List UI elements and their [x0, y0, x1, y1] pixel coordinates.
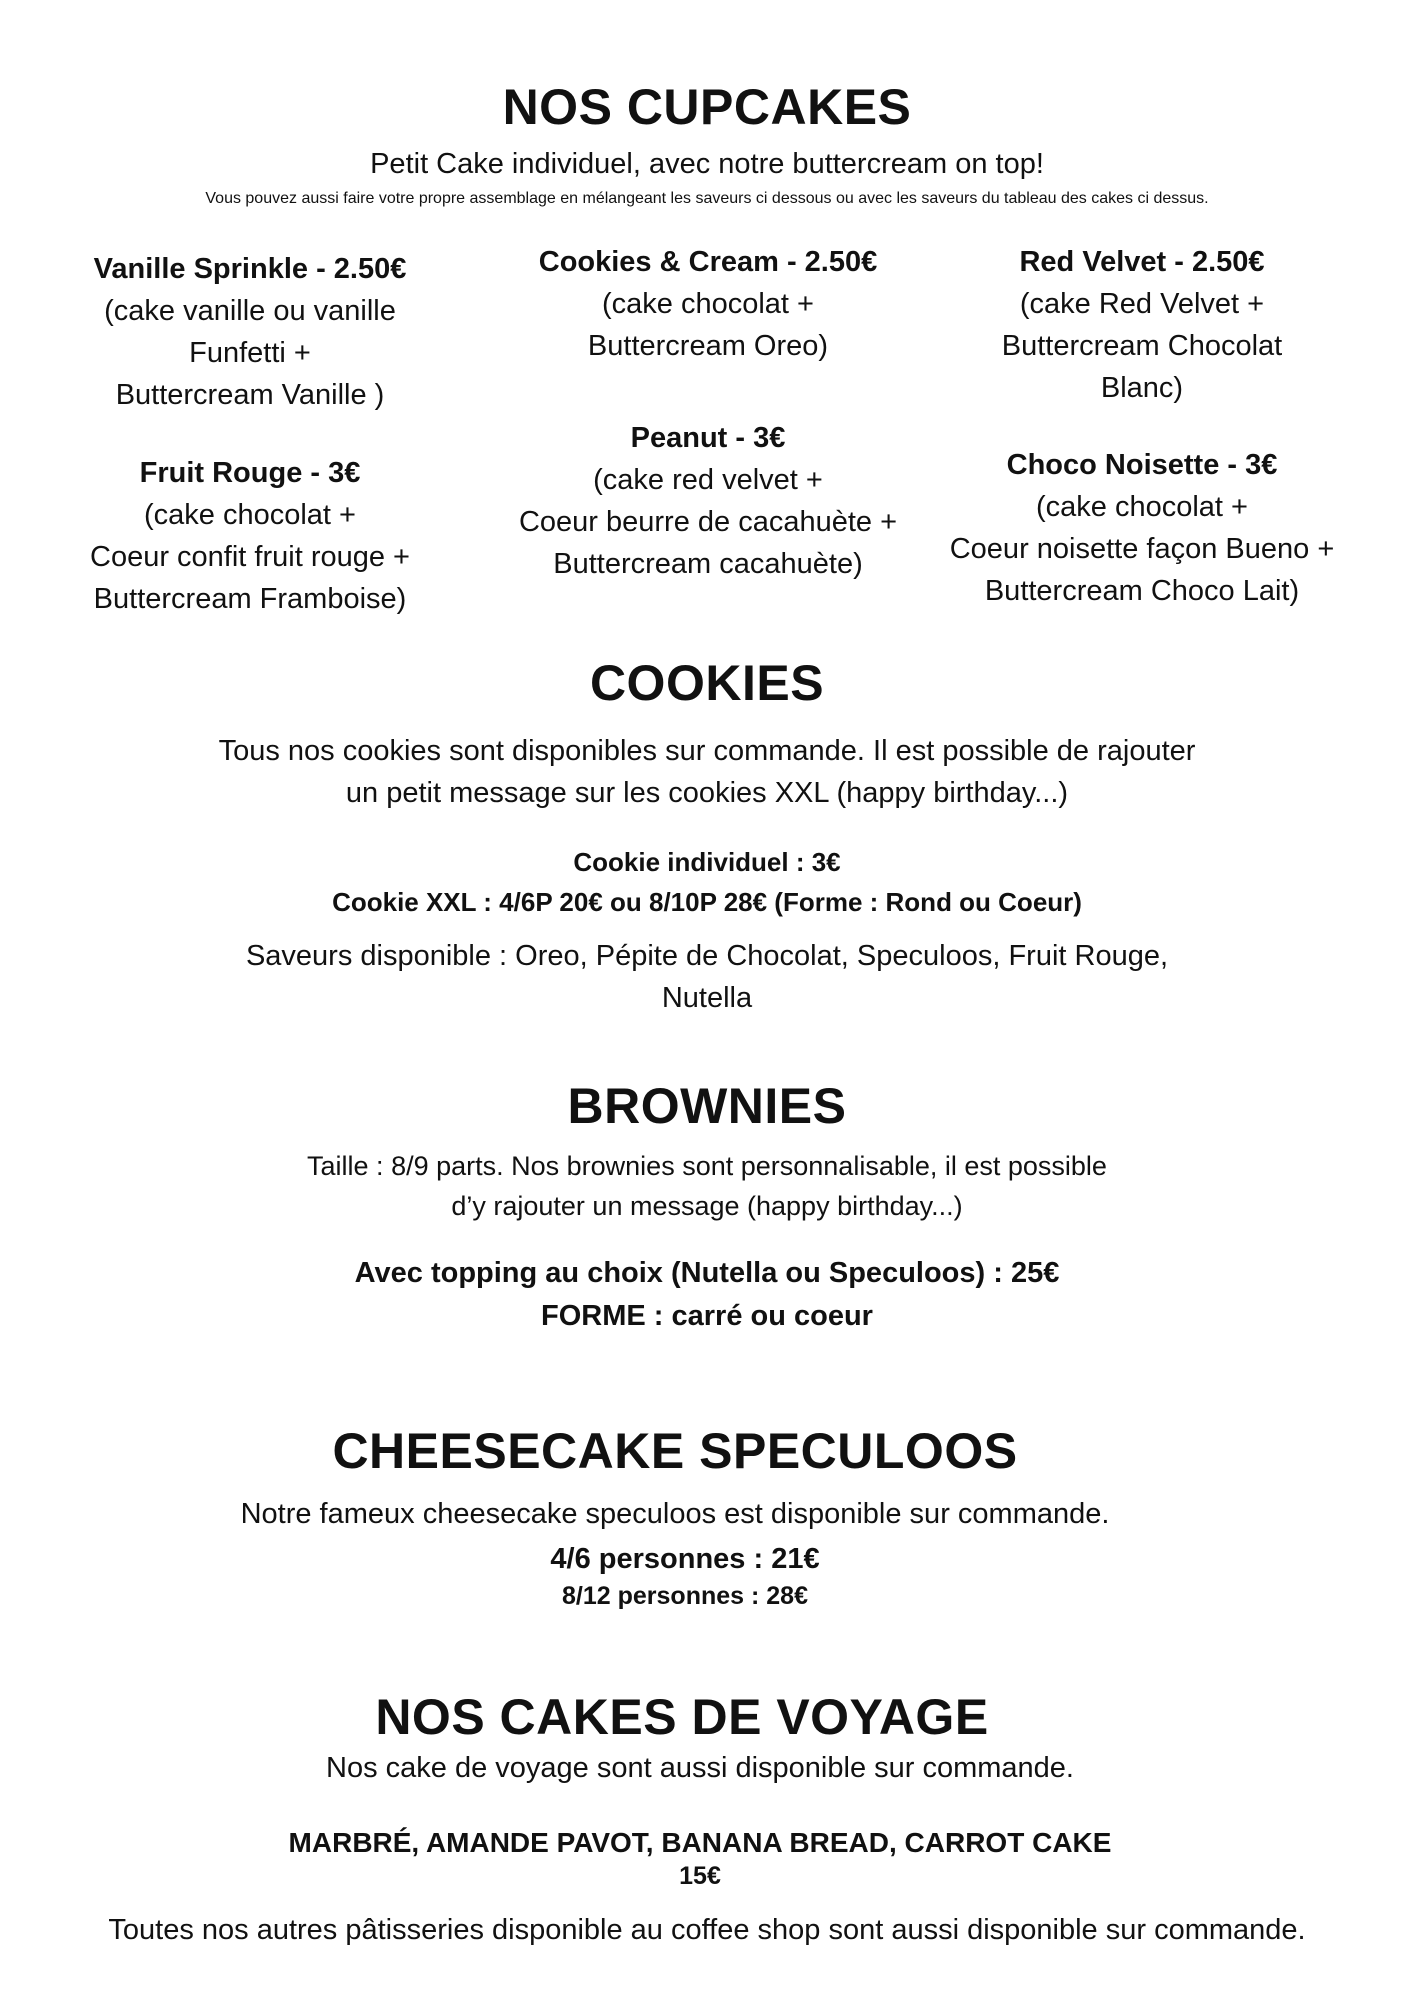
cupcake-item-name: Cookies & Cream - 2.50€ — [538, 246, 878, 278]
cupcake-item-line: Coeur beurre de cacahuète + — [518, 506, 898, 538]
cupcake-item — [922, 241, 1362, 409]
cookies-intro-line: un petit message sur les cookies XXL (happy birthday...) — [345, 777, 1069, 809]
cupcakes-note: Vous pouvez aussi faire votre propre assemblage en mélangeant les saveurs ci dessous ou avec les saveurs du tableau des cakes ci dessus. — [205, 190, 1209, 207]
cupcake-item — [488, 241, 928, 367]
cookie-price-line: Cookie individuel : 3€ — [573, 847, 841, 877]
cupcake-item-line: (cake vanille ou vanille — [104, 295, 396, 327]
cupcake-item — [922, 444, 1362, 612]
cookies-flavors-line: Saveurs disponible : Oreo, Pépite de Chocolat, Speculoos, Fruit Rouge, — [245, 940, 1169, 972]
cupcakes-subtitle: Petit Cake individuel, avec notre buttercream on top! — [370, 148, 1044, 180]
cookie-price-line: Cookie XXL : 4/6P 20€ ou 8/10P 28€ (Forme : Rond ou Coeur) — [332, 887, 1082, 917]
cupcake-item-name: Vanille Sprinkle - 2.50€ — [93, 253, 407, 285]
cupcake-item-line: (cake chocolat + — [602, 288, 814, 320]
cupcakes-title: NOS CUPCAKES — [502, 79, 912, 135]
cookies-intro — [0, 730, 1414, 814]
cheesecake-price-2: 8/12 personnes : 28€ — [562, 1582, 808, 1610]
cupcake-item-line: (cake red velvet + — [593, 464, 823, 496]
brownies-detail-line: Avec topping au choix (Nutella ou Speculoos) : 25€ — [354, 1257, 1060, 1289]
cupcake-item-name: Red Velvet - 2.50€ — [1019, 246, 1265, 278]
cupcake-item — [30, 452, 470, 620]
footer-note: Toutes nos autres pâtisseries disponible au coffee shop sont aussi disponible sur commande. — [108, 1914, 1306, 1946]
cupcake-item-name: Choco Noisette - 3€ — [1006, 449, 1278, 481]
cupcake-item-line: Buttercream Chocolat — [1001, 330, 1283, 362]
brownies-detail-line: FORME : carré ou coeur — [541, 1300, 873, 1332]
cookies-prices — [0, 842, 1414, 922]
cupcake-item-line: Buttercream Vanille ) — [115, 379, 385, 411]
cupcake-item-line: Coeur noisette façon Bueno + — [949, 533, 1335, 565]
cookies-title: COOKIES — [589, 655, 825, 711]
cupcake-item-line: Coeur confit fruit rouge + — [90, 541, 410, 573]
cookies-flavors-line: Nutella — [661, 982, 753, 1014]
brownies-title: BROWNIES — [567, 1078, 847, 1134]
cupcake-item-name: Peanut - 3€ — [630, 422, 786, 454]
brownies-intro-line: Taille : 8/9 parts. Nos brownies sont personnalisable, il est possible — [307, 1151, 1107, 1181]
cupcake-item-line: Blanc) — [1100, 372, 1184, 404]
brownies-intro-line: d’y rajouter un message (happy birthday...) — [451, 1191, 963, 1221]
voyage-intro: Nos cake de voyage sont aussi disponible sur commande. — [326, 1752, 1074, 1784]
cheesecake-intro: Notre fameux cheesecake speculoos est disponible sur commande. — [240, 1498, 1110, 1530]
cupcake-item-line: (cake chocolat + — [1036, 491, 1248, 523]
cookies-intro-line: Tous nos cookies sont disponibles sur commande. Il est possible de rajouter — [218, 735, 1196, 767]
cupcake-item-line: Buttercream Framboise) — [93, 583, 407, 615]
brownies-intro — [0, 1146, 1414, 1226]
cupcake-item-line: Buttercream Oreo) — [587, 330, 829, 362]
cupcake-item-line: Buttercream cacahuète) — [553, 548, 863, 580]
cheesecake-title: CHEESECAKE SPECULOOS — [332, 1423, 1018, 1479]
voyage-flavors: MARBRÉ, AMANDE PAVOT, BANANA BREAD, CARROT CAKE — [288, 1827, 1112, 1858]
voyage-title: NOS CAKES DE VOYAGE — [375, 1689, 989, 1745]
cupcake-item-line: (cake Red Velvet + — [1019, 288, 1265, 320]
cupcake-item-line: Funfetti + — [189, 337, 311, 369]
cupcake-item-name: Fruit Rouge - 3€ — [139, 457, 361, 489]
cupcake-item-line: Buttercream Choco Lait) — [984, 575, 1300, 607]
cheesecake-price-1: 4/6 personnes : 21€ — [550, 1543, 820, 1575]
brownies-details — [0, 1252, 1414, 1338]
cupcake-item — [30, 248, 470, 416]
cupcake-item — [488, 417, 928, 585]
cookies-flavors — [0, 935, 1414, 1019]
cupcake-item-line: (cake chocolat + — [144, 499, 356, 531]
voyage-price: 15€ — [679, 1862, 721, 1890]
